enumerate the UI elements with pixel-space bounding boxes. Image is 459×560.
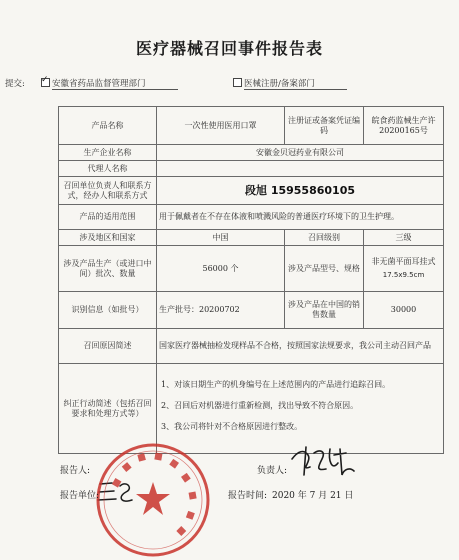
region-label: 涉及地区和国家: [59, 230, 157, 246]
product-name-value: 一次性使用医用口罩: [157, 107, 285, 145]
reason-label: 召回原因简述: [59, 329, 157, 364]
submit-to-label: 提交:: [5, 79, 25, 89]
id-value: 生产批号：20200702: [157, 292, 285, 329]
recall-form-table: [58, 106, 444, 454]
responsible-signature: [286, 441, 356, 481]
product-name-label: 产品名称: [59, 107, 157, 145]
action-item: 2、召回后对机器进行重新检测，找出导致不符合原因。: [161, 400, 359, 410]
submit-option-provincial-text: 安徽省药品监督管理部门: [52, 79, 178, 90]
batch-value: 56000 个: [157, 246, 285, 292]
registration-label: 注册证或备案凭证编码: [285, 107, 364, 145]
reason-value: 国家医疗器械抽检发现样品不合格，按照国家法规要求，我公司主动召回产品: [157, 329, 444, 364]
row-batch: [59, 246, 444, 292]
manufacturer-label: 生产企业名称: [59, 145, 157, 161]
reporter-label: 报告人:: [60, 466, 91, 476]
region-value: 中国: [157, 230, 285, 246]
action-label: 纠正行动简述（包括召回要求和处理方式等）: [59, 364, 157, 454]
submit-to-row: [5, 77, 455, 91]
row-reason: [59, 329, 444, 364]
registration-value: 皖食药监械生产许 20200165号: [364, 107, 444, 145]
agent-value: [157, 161, 444, 177]
recall-level-label: 召回级别: [285, 230, 364, 246]
scope-value: 用于佩戴者在不存在体液和喷溅风险的普通医疗环境下的卫生护理。: [157, 205, 444, 230]
submit-option-provincial[interactable]: [41, 77, 178, 89]
model-label: 涉及产品型号、规格: [285, 246, 364, 292]
action-item: 1、对该日期生产的机身编号在上述范围内的产品进行追踪召回。: [161, 379, 391, 389]
batch-label: 涉及产品生产（或进口中间）批次、数量: [59, 246, 157, 292]
checkbox-checked-icon[interactable]: [41, 78, 50, 87]
responsible-label: 负责人:: [257, 466, 288, 476]
page-title: 医疗器械召回事件报告表: [135, 39, 323, 58]
checkbox-unchecked-icon[interactable]: [233, 78, 242, 87]
contact-label: 召回单位负责人和联系方式，经办人和联系方式: [59, 177, 157, 205]
row-contact: [59, 177, 444, 205]
report-unit-label: 报告单位:: [60, 491, 100, 501]
report-date-value: 2020 年 7 月 21 日: [272, 491, 354, 501]
sales-value: 30000: [364, 292, 444, 329]
row-identification: [59, 292, 444, 329]
recall-level-value: 三级: [364, 230, 444, 246]
row-agent: [59, 161, 444, 177]
row-product-name: [59, 107, 444, 145]
row-scope: [59, 205, 444, 230]
sales-label: 涉及产品在中国的销售数量: [285, 292, 364, 329]
id-label: 识别信息（如批号）: [59, 292, 157, 329]
model-value: 非无菌平面耳挂式: [371, 257, 436, 267]
row-manufacturer: [59, 145, 444, 161]
submit-option-registration-text: 医械注册/备案部门: [244, 79, 347, 90]
company-seal-stamp: [93, 440, 213, 560]
manufacturer-value: 安徽金贝冠药业有限公司: [157, 145, 444, 161]
model-size: 17.5x9.5cm: [382, 271, 425, 280]
contact-value: 段旭 15955860105: [157, 177, 444, 205]
submit-option-registration[interactable]: [233, 77, 347, 89]
report-date-label: 报告时间:: [228, 491, 268, 501]
scope-label: 产品的适用范围: [59, 205, 157, 230]
row-region: [59, 230, 444, 246]
action-item: 3、我公司将针对不合格原因进行整改。: [161, 421, 303, 431]
agent-label: 代理人名称: [59, 161, 157, 177]
model-cell: [364, 246, 444, 292]
